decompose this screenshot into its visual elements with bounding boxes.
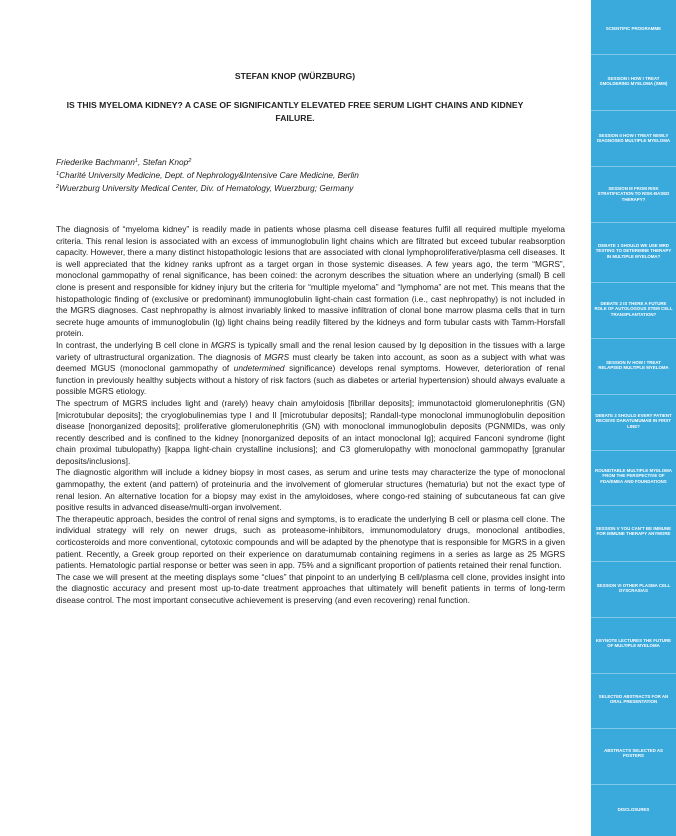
nav-session-4[interactable]: SESSION IV HOW I TREAT RELAPSED MULTIPLE MYELOMA (598, 359, 669, 370)
nav-divider (591, 166, 676, 167)
affiliation-1 (56, 169, 566, 182)
abstract-title: IS THIS MYELOMA KIDNEY? A CASE OF SIGNIFICANTLY ELEVATED FREE SERUM LIGHT CHAINS AND KIDNEY FAILURE. (66, 100, 524, 124)
paragraph-4: The diagnostic algorithm will include a kidney biopsy in most cases, as serum and urine tests may characterize the type of monoclonal gammopathy, the extent (and pattern) of proteinuria and the involvement of glomerular structures (hematuria) but not the exact type of renal lesion. An alternative location for a biopsy may exist in the amyloidoses, where congo-red staining of subcutaneous fat can give positive results in advanced disease/multi-organ involvement. (56, 467, 565, 513)
paragraph-6: The case we will present at the meeting displays some “clues” that pinpoint to an underlying B cell/plasma cell clone, provides insight into the diagnostic accuracy and present most up-to-date treatment approaches that ultimately will benefit patients in terms of long-term disease control. The most important consecutive achievement is preserving (and even recovering) renal function. (56, 571, 565, 605)
nav-session-6[interactable]: SESSION VI OTHER PLASMA CELL DYSCRASIAS (596, 582, 671, 593)
paragraph-2 (56, 340, 565, 398)
nav-selected-abstracts-oral[interactable]: SELECTED ABSTRACTS FOR AN ORAL PRESENTATION (598, 693, 669, 704)
nav-session-2[interactable]: SESSION II HOW I TREAT NEWLY DIAGNOSED MULTIPLE MYELOMA (596, 132, 671, 143)
affiliation-2-text: Wuerzburg University Medical Center, Div. of Hematology, Wuerzburg; Germany (59, 182, 354, 193)
paragraph-2-emphasis-mgrs: MGRS (210, 339, 236, 350)
paragraph-5: The therapeutic approach, besides the control of renal signs and symptoms, is to eradicate the underlying B cell or plasma cell clone. The individual strategy will rely on newer drugs, such as proteasome-inhibitors, immunomodulatory drugs, monoclonal antibodies, corticosteroids and more conventional, cytotoxic compounds and will be adapted by the phenotype that is responsible for MGRS in a given patient. Recently, a Greek group reported on their experience on daratumumab containing regimens in a series as large as 25 MGRS patients. Hematologic partial response or better was seen in app. 75% and a significant proportion of patients retained their renal function. (56, 513, 565, 571)
programme-sidebar (591, 0, 676, 836)
author-1: Friederike Bachmann (56, 157, 135, 167)
nav-divider (591, 222, 676, 223)
nav-divider (591, 338, 676, 339)
nav-roundtable[interactable]: ROUNDTABLE MULTIPLE MYELOMA FROM THE PERSPECTIVE OF FDA/EMEA AND FOUNDATIONS (595, 468, 672, 484)
nav-divider (591, 784, 676, 785)
paragraph-2-text-a: In contrast, the underlying B cell clone in (56, 339, 211, 350)
abstract-body (56, 224, 565, 607)
nav-divider (591, 394, 676, 395)
nav-session-3[interactable]: SESSION III FROM RISK STRATIFICATION TO RISK-BASED THERAPY? (597, 186, 670, 202)
nav-divider (591, 54, 676, 55)
nav-scientific-programme[interactable]: SCIENTIFIC PROGRAMME (605, 26, 662, 32)
nav-keynote-lectures[interactable]: KEYNOTE LECTURES THE FUTURE OF MULTIPLE MYELOMA (595, 637, 672, 648)
nav-debate-3[interactable]: DEBATE 3 SHOULD EVERY PATIENT RECEIVE DARATUMUMAB IN FIRST LINE? (595, 413, 672, 429)
speaker-heading: STEFAN KNOP (WÜRZBURG) (234, 71, 356, 81)
nav-debate-2[interactable]: DEBATE 2 IS THERE A FUTURE ROLE OF AUTOLOGOUS STEM CELL TRANSPLANTATION? (594, 301, 673, 317)
nav-disclosures[interactable]: DISCLOSURES (617, 807, 650, 813)
nav-divider (591, 110, 676, 111)
affiliation-1-text: Charité University Medicine, Dept. of Nephrology&Intensive Care Medicine, Berlin (59, 169, 359, 180)
nav-divider (591, 450, 676, 451)
paragraph-2-emphasis-undetermined: undetermined (233, 363, 285, 374)
author-2: , Stefan Knop (137, 157, 189, 167)
paragraph-1: The diagnosis of “myeloma kidney” is readily made in patients whose plasma cell disease features fulfil all required multiple myeloma criteria. This renal lesion is associated with an excess of immunoglobulin light chains which are filtrated but exceed tubular reabsorption capacity. However, there a many distinct histopathologic lesions that are associated with clonal lymphoproliferative/plasma cell diseases. It is well appreciated that the kidney ranks upfront as a target organ in those systemic diseases. A few years ago, the term “MGRS”, monoclonal gammopathy of renal significance, has been coined: the acronym describes the situation where an underlying (small) B cell clone is present and responsible for kidney injury but the criteria for “multiple myeloma” and “lymphoma” are not met. This means that the histopathologic finding of (exclusive or predominant) immunoglobulin light-chain cast formation (i.e., cast nephropathy) is not included in the MGRS diagnoses. Cast nephropathy is almost invariably linked to massive infiltration of clonal bone marrow plasma cells that in turn secrete huge amounts of immunoglobulin (Ig) light chains being readily filtered by the kidneys and form tubular casts with Tamm-Horsfall protein. (56, 224, 565, 339)
paragraph-2-text-b: is typically small and the renal lesion caused by Ig deposition in the tissues with a large variety of ultrastructural organization. The diagnosis of (56, 339, 566, 362)
nav-divider (591, 673, 676, 674)
affiliation-2-mark: 2 (56, 183, 60, 190)
nav-session-5[interactable]: SESSION V YOU CAN'T BE IMMUNE FOR IMMUNE THERAPY ANYMORE (595, 525, 672, 536)
nav-divider (591, 728, 676, 729)
affiliation-2 (56, 182, 566, 195)
author-2-affiliation-mark: 2 (188, 158, 192, 164)
author-1-affiliation-mark: 1 (134, 158, 138, 164)
nav-divider (591, 505, 676, 506)
nav-debate-1[interactable]: DEBATE 1 SHOULD WE USE MRD TESTING TO DETERMINE THERAPY IN MULTIPLE MYELOMA? (595, 243, 672, 259)
nav-divider (591, 617, 676, 618)
author-names (56, 156, 566, 169)
nav-abstracts-posters[interactable]: ABSTRACTS SELECTED AS POSTERS (604, 747, 663, 758)
paragraph-3: The spectrum of MGRS includes light and (rarely) heavy chain amyloidosis [fibrillar deposits]; immunotactoid glomerulonephritis (GN) [microtubular deposits]; the cryoglobulinemias type I and II [microtubular deposits]; Randall-type monoclonal immunoglobulin deposition disease [nonorganized deposits]; proliferative glomerulonephritis (GN) with monoclonal immunoglobulin deposits (PGNMIDs, was only recently described and is confined to the kidney [nonorganized deposits of an intact monoclonal Ig]; acquired Fanconi syndrome (light chain proximal tubulopathy) [kappa light-chain crystalline inclusions]; and C3 glomerulopathy with monoclonal gammopathy [granular deposits/inclusions]. (56, 397, 565, 466)
author-block (56, 156, 566, 195)
paragraph-2-text-c: must clearly be taken into account, as soon as a subject with what was deemed MGUS (monoclonal gammopathy of (56, 351, 565, 374)
nav-session-1[interactable]: SESSION I HOW I TREAT SMOLDERING MYELOMA (SMM) (599, 75, 668, 86)
paragraph-2-text-d: significance) develops renal symptoms. However, deterioration of renal function in previously healthy subjects without a history of risk factors (such as diabetes or arterial hypertension) should always evaluate a possible MGRS etiology. (56, 363, 565, 397)
paragraph-2-emphasis-mgrs-2: MGRS (264, 351, 290, 362)
affiliation-1-mark: 1 (56, 170, 60, 177)
nav-divider (591, 282, 676, 283)
nav-divider (591, 561, 676, 562)
